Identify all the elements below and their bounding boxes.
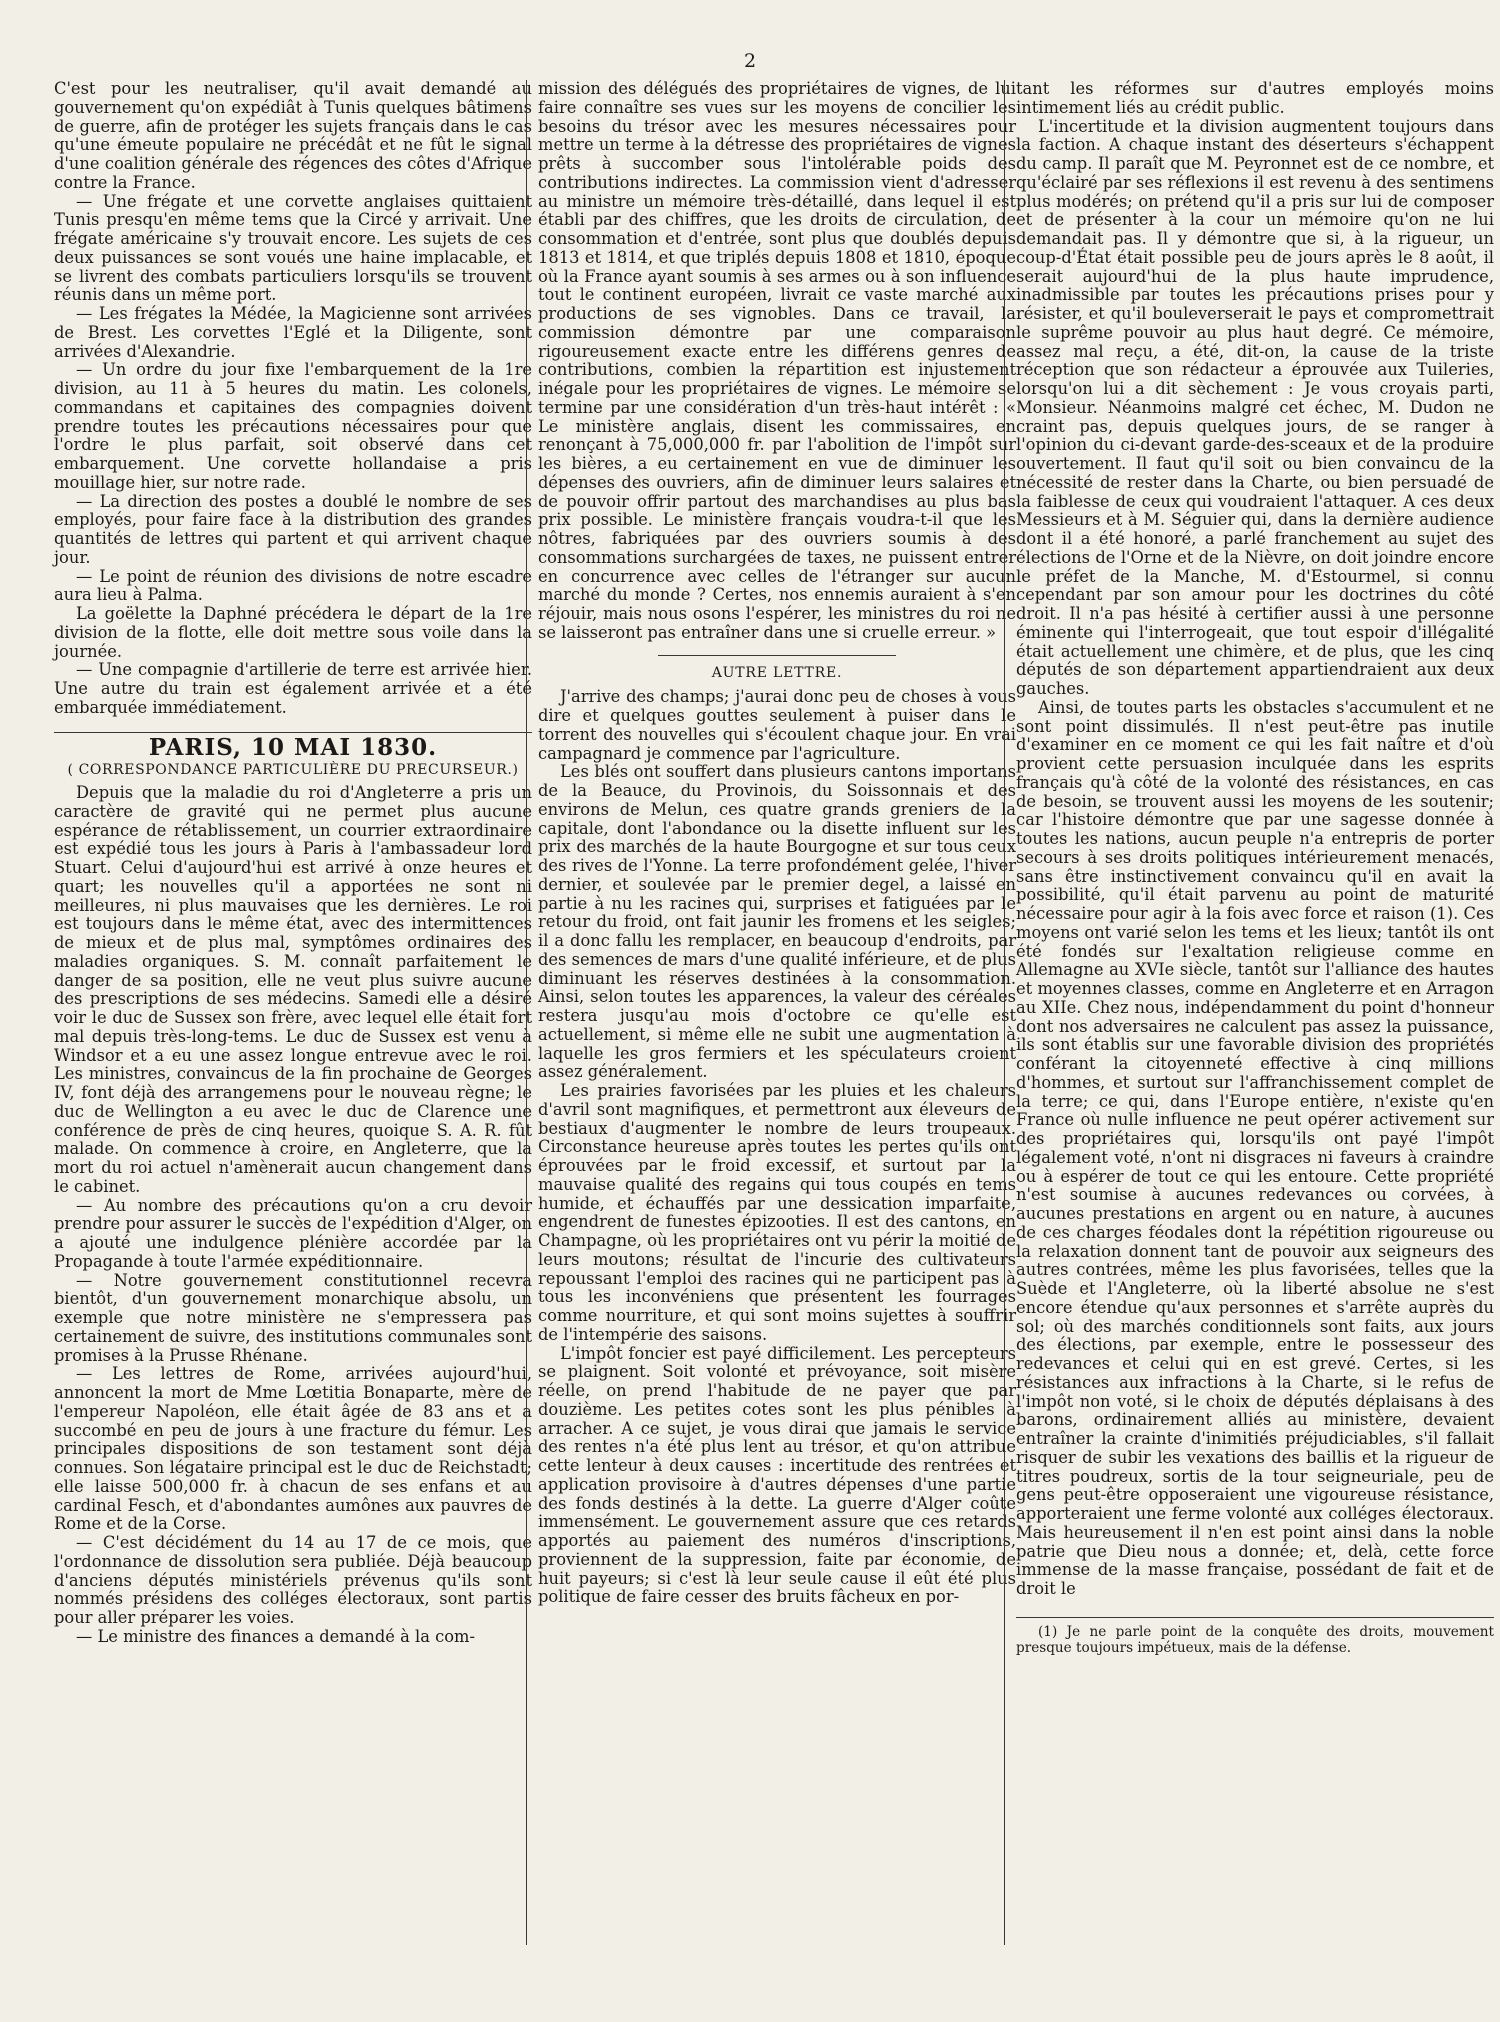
- paragraph: La goëlette la Daphné précédera le départ de la 1re division de la flotte, elle doit mettre sous voile dans la journée.: [54, 604, 532, 661]
- paragraph: Depuis que la maladie du roi d'Angleterre a pris un caractère de gravité qui ne permet plus aucune espérance de rétablissement, un courrier extraordinaire est expédié tous les jours à Paris à l'ambassadeur lord Stuart. Celui d'aujourd'hui est arrivé à onze heures et quart; les nouvelles qu'il a apportées ne sont ni meilleures, ni plus mauvaises que les dernières. Le roi est toujours dans le même état, avec des intermittences de mieux et de plus mal, symptômes ordinaires des maladies organiques. S. M. connaît parfaitement le danger de sa position, elle ne veut plus suivre aucune des prescriptions de ses médecins. Samedi elle a désiré voir le duc de Sussex son frère, avec lequel elle était fort mal depuis très-long-tems. Le duc de Sussex est venu à Windsor et a eu une assez longue entrevue avec le roi. Les ministres, convaincus de la fin prochaine de Georges IV, font déjà des arrangemens pour le nouveau règne; le duc de Wellington a eu avec le duc de Clarence une conférence de près de cinq heures, quoique S. A. R. fût malade. On commence à croire, en Angleterre, que la mort du roi actuel n'amènerait aucun changement dans le cabinet.: [54, 783, 532, 1196]
- paragraph: — La direction des postes a doublé le nombre de ses employés, pour faire face à la distribution des grandes quantités de lettres qui partent et qui arrivent chaque jour.: [54, 491, 532, 567]
- paragraph: Ainsi, de toutes parts les obstacles s'accumulent et ne sont point dissimulés. Il n'est peut-être pas inutile d'examiner en ce moment ce qui les fait naître et d'où provient cette persuasion inculquée dans les esprits français qu'à côté de la volonté des résistances, en cas de besoin, se trouvent aussi les moyens de les soutenir; car l'histoire démontre que par une sagesse donnée à toutes les nations, aucun peuple n'a entrepris de porter secours à ses droits politiques intérieurement menacés, sans être instinctivement convaincu qu'il en avait la possibilité, qu'il était parvenu au point de maturité nécessaire pour agir à la fois avec force et raison (1). Ces moyens ont varié selon les tems et les lieux; tantôt ils ont été fondés sur l'exaltation religieuse comme en Allemagne au XVIe siècle, tantôt sur l'alliance des hautes et moyennes classes, comme en Angleterre et en Arragon au XIIe. Chez nous, indépendamment du point d'honneur dont nos adversaires ne calculent pas assez la puissance, ils sont établis sur une favorable division des propriétés conférant la citoyenneté effective à cinq millions d'hommes, et surtout sur l'affranchissement complet de la terre; ce qui, dans l'Europe entière, n'existe qu'en France où nulle influence ne peut opérer activement sur des propriétaires qui, lorsqu'ils ont payé l'impôt légalement voté, n'ont ni disgraces ni faveurs à craindre ou à espérer de tout ce qui les entoure. Cette propriété n'est soumise à aucunes redevances ou corvées, à aucunes prestations en argent ou en nature, à aucunes de ces charges féodales dont la répétition rigoureuse ou la relaxation donnent tant de pouvoir aux seigneurs des autres contrées, même les plus favorisées, telles que la Suède et l'Angleterre, où la liberté absolue ne s'est encore étendue qu'aux personnes et s'arrête auprès du sol; où des marchés conditionnels sont faits, aux jours des élections, par exemple, entre le possesseur des redevances et celui qui en est grevé. Certes, si les résistances aux infractions à la Charte, si le refus de l'impôt non voté, si le choix de députés déplaisans à des barons, ordinairement alliés au ministère, devaient entraîner la crainte d'inimitiés préjudiciables, s'il fallait risquer de subir les vexations des baillis et la rigueur de titres poudreux, sortis de la tour seigneuriale, peu de gens peut-être opposeraient une vigoureuse résistance, apporteraient une ferme volonté aux colléges électoraux. Mais heureusement il n'en est point ainsi dans la noble patrie que Dieu nous a donnée; et, delà, cette force immense de la masse française, possédant de fait et de droit le: [1016, 697, 1494, 1598]
- paragraph: — Les frégates la Médée, la Magicienne sont arrivées de Brest. Les corvettes l'Eglé et la Diligente, sont arrivées d'Alexandrie.: [54, 304, 532, 361]
- column-1: [54, 80, 532, 1647]
- column-3: [1016, 80, 1494, 1657]
- paragraph: — C'est décidément du 14 au 17 de ce mois, que l'ordonnance de dissolution sera publiée. Déjà beaucoup d'anciens députés ministériels prévenus qu'ils sont nommés présidens des colléges électoraux, sont partis pour aller préparer les voies.: [54, 1533, 532, 1627]
- page-number: 2: [743, 50, 757, 72]
- paragraph: — Au nombre des précautions qu'on a cru devoir prendre pour assurer le succès de l'expédition d'Alger, on a ajouté une indulgence plénière accordée par la Propagande à toute l'armée expéditionnaire.: [54, 1195, 532, 1271]
- column-divider: [526, 80, 527, 1945]
- paragraph: — Une compagnie d'artillerie de terre est arrivée hier. Une autre du train est également arrivée et a été embarquée immédiatement.: [54, 660, 532, 717]
- paragraph: — Les lettres de Rome, arrivées aujourd'hui, annoncent la mort de Mme Lœtitia Bonaparte, mère de l'empereur Napoléon, elle était âgée de 83 ans et a succombé en peu de jours à une fracture du fémur. Les principales dispositions de son testament sont déjà connues. Son légataire principal est le duc de Reichstadt; elle laisse 500,000 fr. à chacun de ses enfans et au cardinal Fesch, et d'abondantes aumônes aux pauvres de Rome et de la Corse.: [54, 1364, 532, 1534]
- paragraph: C'est pour les neutraliser, qu'il avait demandé au gouvernement qu'on expédiât à Tunis quelques bâtimens de guerre, afin de protéger les sujets français dans le cas qu'une émeute populaire ne précédât et ne fût le signal d'une coalition générale des régences des côtes d'Afrique contre la France.: [54, 79, 532, 192]
- correspondence-subheading: ( CORRESPONDANCE PARTICULIÈRE DU PRECURSEUR.): [67, 762, 519, 779]
- dateline-heading: PARIS, 10 MAI 1830.: [54, 732, 532, 758]
- section-subheading: AUTRE LETTRE.: [658, 655, 896, 683]
- paragraph: — Le ministre des finances a demandé à la com-: [76, 1626, 475, 1646]
- paragraph: tant les réformes sur d'autres employés moins intimement liés au crédit public.: [1016, 79, 1494, 117]
- paragraph: Les prairies favorisées par les pluies et les chaleurs d'avril sont magnifiques, et permettront aux éleveurs de bestiaux d'augmenter le nombre de leurs troupeaux. Circonstance heureuse après toutes les pertes qu'ils ont éprouvées par le froid excessif, et surtout par la mauvaise qualité des regains qui tous coupés en tems humide, et échauffés par une dessication imparfaite, engendrent de funestes épizooties. Il est des cantons, en Champagne, où les propriétaires ont vu périr la moitié de leurs moutons; résultat de l'incurie des cultivateurs repoussant l'emploi des racines qui ne participent pas à tous les inconvéniens que présentent les fourrages comme nourriture, et qui sont moins sujettes à souffrir de l'intempérie des saisons.: [538, 1081, 1016, 1344]
- footnote-rule: [1016, 1617, 1494, 1618]
- column-divider: [1004, 80, 1005, 1945]
- paragraph: mission des délégués des propriétaires de vignes, de lui faire connaître ses vues sur les moyens de concilier les besoins du trésor avec les mesures nécessaires pour mettre un terme à la détresse des propriétaires de vignes prêts à succomber sous l'intolérable poids des contributions indirectes. La commission vient d'adresser au ministre un mémoire très-détaillé, dans lequel il est établi par des chiffres, que les droits de circulation, de consommation et d'entrée, sont plus que doublés depuis 1813 et 1814, et que triplés depuis 1808 et 1810, époque où la France ayant soumis à ses armes ou à son influence tout le continent européen, livrait ce vaste marché aux productions de ses vignobles. Dans ce travail, la commission démontre par une comparaison rigoureusement exacte entre les différens genres de contributions, combien la répartition est injustement inégale pour les propriétaires de vignes. Le mémoire se termine par une considération d'un très-haut intérêt : « Le ministère anglais, disent les commissaires, en renonçant à 75,000,000 fr. par l'abolition de l'impôt sur les bières, a eu certainement en vue de diminuer les dépenses des ouvriers, afin de diminuer leurs salaires et de pouvoir offrir partout des marchandises au plus bas prix possible. Le ministère français voudra-t-il que les nôtres, fabriquées par des ouvriers soumis à des consommations surchargées de taxes, ne puissent entrer en concurrence avec celles de l'étranger sur aucun marché du monde ? Certes, nos ennemis auraient à s'en réjouir, mais nous osons l'espérer, les ministres du roi ne se laisseront pas entraîner dans une si cruelle erreur. »: [538, 79, 1016, 642]
- paragraph: — Notre gouvernement constitutionnel recevra bientôt, d'un gouvernement monarchique absolu, un exemple que notre ministère ne s'empressera pas certainement de suivre, des institutions communales sont promises à la Prusse Rhénane.: [54, 1270, 532, 1365]
- paragraph: — Une frégate et une corvette anglaises quittaient Tunis presqu'en même tems que la Circé y arrivait. Une frégate américaine s'y trouvait encore. Les sujets de ces deux puissances se sont voués une haine implacable, et se livrent des combats particuliers lorsqu'ils se trouvent réunis dans un même port.: [54, 191, 532, 305]
- paragraph: L'incertitude et la division augmentent toujours dans la faction. A chaque instant des déserteurs s'échappent du camp. Il paraît que M. Peyronnet est de ce nombre, et qu'éclairé par ses réflexions il est revenu à des sentimens plus modérés; on prétend qu'il a pris sur lui de composer et de présenter à la cour un mémoire qu'on ne lui demandait pas. Il y démontre que si, à la rigueur, un coup-d'État était possible peu de jours après le 8 août, il serait aujourd'hui de la plus haute imprudence, inadmissible par toutes les précautions prises pour y résister, et qu'il bouleverserait le pays et compromettrait le suprême pouvoir au plus haut degré. Ce mémoire, assez mal reçu, a été, dit-on, la cause de la triste réception que son rédacteur a éprouvée aux Tuileries, lorsqu'on lui a dit sèchement : Je vous croyais parti, Monsieur. Néanmoins malgré cet échec, M. Dudon ne craint pas, depuis quelques jours, de se ranger à l'opinion du ci-devant garde-des-sceaux et de la produire ouvertement. Il faut qu'il soit ou bien convaincu de la nécessité de rester dans la Charte, ou bien persuadé de la faiblesse de ceux qui voudraient l'attaquer. A ces deux Messieurs et à M. Séguier qui, dans la dernière audience dont il a été honoré, a parlé franchement au sujet des élections de l'Orne et de la Nièvre, on doit joindre encore le préfet de la Manche, M. d'Estourmel, si connu cependant par son amour pour les doctrines du côté droit. Il n'a pas hésité à certifier aussi à une personne éminente qui l'interrogeait, que tout espoir d'illégalité était actuellement une chimère, et de plus, que les cinq députés de son département appartiendraient aux deux gauches.: [1016, 116, 1494, 698]
- paragraph: L'impôt foncier est payé difficilement. Les percepteurs se plaignent. Soit volonté et prévoyance, soit misère réelle, on prend l'habitude de ne payer que par douzième. Les petites cotes sont les plus pénibles à arracher. A ce sujet, je vous dirai que jamais le service des rentes n'a été plus lent au trésor, et qu'on attribue cette lenteur à deux causes : incertitude des rentrées et application provisoire à d'autres dépenses d'une partie des fonds destinés à la dette. La guerre d'Alger coûte immensément. Le gouvernement assure que ces retards apportés au paiement des numéros d'inscriptions, proviennent de la suppression, faite par économie, de huit payeurs; si c'est là leur seule cause il eût été plus politique de faire cesser des bruits fâcheux en por-: [538, 1343, 1016, 1607]
- paragraph: — Un ordre du jour fixe l'embarquement de la 1re division, au 11 à 5 heures du matin. Les colonels, commandans et capitaines des compagnies doivent prendre toutes les précautions nécessaires pour que l'ordre le plus parfait, soit observé dans cet embarquement. Une corvette hollandaise a pris mouillage hier, sur notre rade.: [54, 360, 532, 492]
- footnote: (1) Je ne parle point de la conquête des droits, mouvement presque toujours impétueux, mais de la défense.: [1016, 1623, 1494, 1657]
- paragraph: — Le point de réunion des divisions de notre escadre aura lieu à Palma.: [54, 566, 532, 605]
- column-2: [538, 80, 1016, 1607]
- paragraph: J'arrive des champs; j'aurai donc peu de choses à vous dire et quelques gouttes seulement à puiser dans le torrent des nouvelles qui s'écoulent chaque jour. En vrai campagnard je commence par l'agriculture.: [538, 687, 1016, 763]
- paragraph: Les blés ont souffert dans plusieurs cantons importans de la Beauce, du Provinois, du Soissonnais et des environs de Melun, ces quatre grands greniers de la capitale, dont l'abondance ou la disette influent sur les prix des marchés de la haute Bourgogne et sur tous ceux des rives de l'Yonne. La terre profondément gelée, l'hiver dernier, et soulevée par le premier degel, a laissé en partie à nu les racines qui, surprises et fatiguées par le retour du froid, ont fait jaunir les fromens et les seigles; il a donc fallu les remplacer, en beaucoup d'endroits, par des semences de mars d'une qualité inférieure, et de plus diminuant les réserves destinées à la consommation. Ainsi, selon toutes les apparences, la valeur des céréales restera jusqu'au mois d'octobre ce qu'elle est actuellement, si même elle ne subit une augmentation à laquelle les gros fermiers et les spéculateurs croient assez généralement.: [538, 762, 1016, 1082]
